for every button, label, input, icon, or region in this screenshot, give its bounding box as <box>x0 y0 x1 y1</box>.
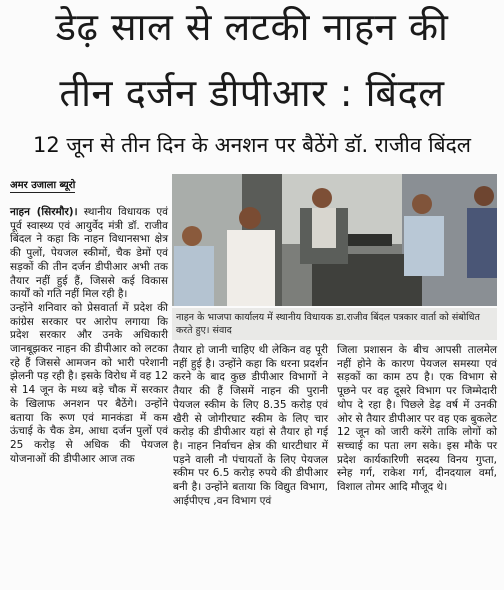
article-paragraph-2: उन्होंने शनिवार को प्रेसवार्ता में प्रदेश की कांग्रेस सरकार पर आरोप लगाया कि प्रदेश सरकार और उनके अधिकारी जानबूझकर नाहन की डीपीआर को लटका रहे हैं जिससे आमजन को भारी परेशानी झेलनी पड़ रही है। इसके विरोध में वह 12 से 14 जून के मध्य बड़े चौक में सरकार के खिलाफ अनशन पर बैठेंगे। उन्होंने बताया कि रूण एवं मानकंडा में कम ऊंचाई के चैक डेम, आधा दर्जन पुलों एवं 25 करोड़ से अधिक की पेयजल योजनाओं की डीपीआर आज तक <box>10 301 168 465</box>
photo-illustration <box>172 174 497 306</box>
photo-caption: नाहन के भाजपा कार्यालय में स्थानीय विधायक डा.राजीव बिंदल पत्रकार वार्ता को संबोधित करते हुए। संवाद <box>172 308 497 340</box>
byline: अमर उजाला ब्यूरो <box>10 177 75 193</box>
paragraph-1-text: स्थानीय विधायक एवं पूर्व स्वास्थ्य एवं आयुर्वेद मंत्री डॉ. राजीव बिंदल ने कहा कि नाहन विधानसभा क्षेत्र की पुलों, पेयजल स्कीमों, चैक डेमों एवं सड़कों की तीन दर्जन डीपीआर अभी तक तैयार नहीं हुई हैं, जिससे कई विकास कार्यों को गति नहीं मिल रही है। <box>10 206 169 301</box>
headline-line-2: तीन दर्जन डीपीआर : बिंदल <box>59 71 445 115</box>
article-paragraph-1 <box>10 206 168 302</box>
article-column-3: जिला प्रशासन के बीच आपसी तालमेल नहीं होने के कारण पेयजल समस्या एवं सड़कों का काम ठप है। एक विभाग से पूछने पर वह दूसरे विभाग पर जिम्मेदारी थोप दे रहा है। पिछले डेढ़ वर्ष में उनकी ओर से तैयार डीपीआर पर वह एक बुकलेट 12 जून को जारी करेंगे ताकि लोगों को सच्चाई का पता लग सके। इस मौके पर प्रदेश कार्यकारिणी सदस्य विनय गुप्ता, स्नेह गर्ग, राकेश गर्ग, दीनदयाल वर्मा, विशाल तोमर आदि मौजूद थे। <box>337 344 497 494</box>
headline-line-1: डेढ़ साल से लटकी नाहन की <box>55 5 449 49</box>
article-column-1 <box>10 206 168 466</box>
dateline: नाहन (सिरमौर)। <box>10 206 78 218</box>
article-column-2: तैयार हो जानी चाहिए थी लेकिन वह पूरी नहीं हुई है। उन्होंने कहा कि धरना प्रदर्शन करने के बाद कुछ डीपीआर विभागों ने तैयार की हैं जिसमें नाहन की पुरानी पेयजल स्कीम के लिए 8.35 करोड़ एवं खैरी से जोगीरघाट स्कीम के लिए चार करोड़ की डीपीआर यहां से तैयार हो गई है। नाहन निर्वाचन क्षेत्र की धारटीधार में पड़ने वाली नौ पंचायतों के लिए पेयजल स्कीम पर 6.5 करोड़ रुपये की डीपीआर बनी है। उन्होंने बताया कि विद्युत विभाग, आईपीएच ,वन विभाग एवं <box>173 344 328 507</box>
subheadline: 12 जून से तीन दिन के अनशन पर बैठेंगे डॉ. राजीव बिंदल <box>32 133 472 157</box>
press-conference-photo <box>172 174 497 306</box>
